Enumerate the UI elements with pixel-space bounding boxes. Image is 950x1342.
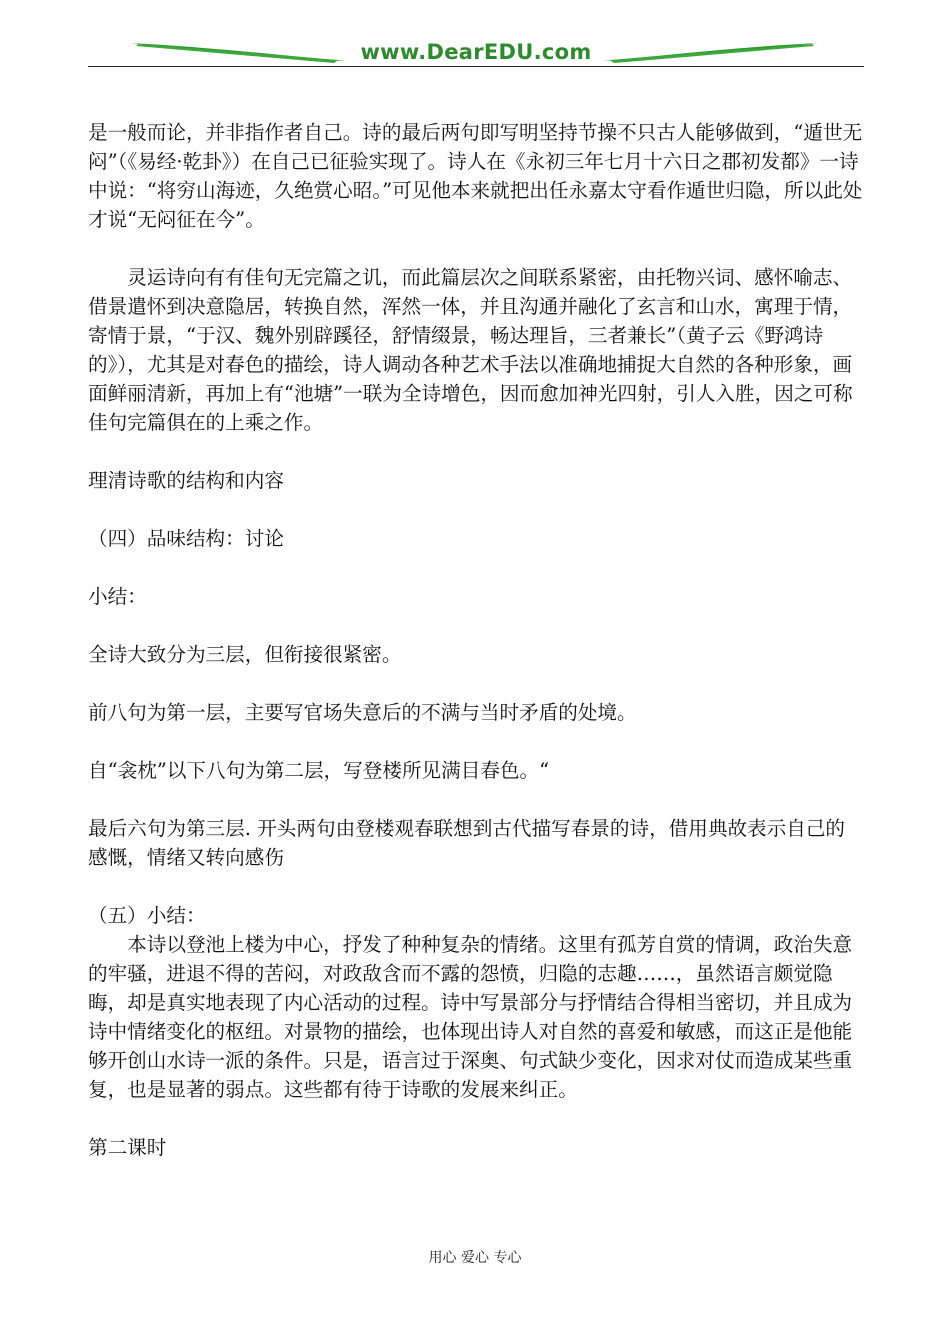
header-divider	[88, 66, 864, 67]
paragraph-3: 理清诗歌的结构和内容	[88, 469, 284, 492]
paragraph-5: 小结：	[88, 585, 147, 608]
paragraph-10: （五）小结：	[88, 904, 206, 927]
paragraph-8: 自“衾枕”以下八句为第二层，写登楼所见满目春色。“	[88, 759, 550, 782]
paragraph-11: 本诗以登池上楼为中心，抒发了种种复杂的情绪。这里有孤芳自赏的情调，政治失意的牢骚，进退不得的苦闷，对政敌含而不露的怨愤，归隐的志趣……，虽然语言颇觉隐晦，却是真实地表现了内心活动的过程。诗中写景部分与抒情结合得相当密切，并且成为诗中情绪变化的枢纽。对景物的描绘，也体现出诗人对自然的喜爱和敏感，而这正是他能够开创山水诗一派的条件。只是，语言过于深奥、句式缺少变化，因求对仗而造成某些重复，也是显著的弱点。这些都有待于诗歌的发展来纠正。	[88, 933, 853, 1101]
paragraph-7: 前八句为第一层，主要写官场失意后的不满与当时矛盾的处境。	[88, 701, 637, 724]
paragraph-2: 灵运诗向有有佳句无完篇之讥，而此篇层次之间联系紧密，由托物兴词、感怀喻志、借景遣怀到决意隐居，转换自然，浑然一体，并且沟通并融化了玄言和山水，寓理于情，寄情于景，“于汉、魏外别辟蹊径，舒情缀景，畅达理旨，三者兼长”（黄子云《野鸿诗的》），尤其是对春色的描绘，诗人调动各种艺术手法以准确地捕捉大自然的各种形象，画面鲜丽清新，再加上有“池塘”一联为全诗增色，因而愈加神光四射，引人入胜，因之可称佳句完篇俱在的上乘之作。	[88, 266, 853, 434]
site-url: www.DearEDU.com	[360, 40, 592, 64]
paragraph-1: 是一般而论，并非指作者自己。诗的最后两句即写明坚持节操不只古人能够做到，“遁世无闷”（《易经·乾卦》）在自己已征验实现了。诗人在《永初三年七月十六日之郡初发都》一诗中说：“将穷山海迹，久绝赏心昭。”可见他本来就把出任永嘉太守看作遁世归隐，所以此处才说“无闷征在今”。	[88, 121, 863, 231]
paragraph-9: 最后六句为第三层. 开头两句由登楼观春联想到古代描写春景的诗，借用典故表示自己的感慨，情绪又转向感伤	[88, 817, 846, 869]
site-header	[88, 34, 864, 68]
document-body	[88, 118, 864, 1162]
paragraph-4: （四）品味结构：讨论	[88, 527, 284, 550]
page-footer: 用心 爱心 专心	[428, 1250, 522, 1266]
paragraph-12: 第二课时	[88, 1136, 167, 1159]
paragraph-6: 全诗大致分为三层，但衔接很紧密。	[88, 643, 402, 666]
